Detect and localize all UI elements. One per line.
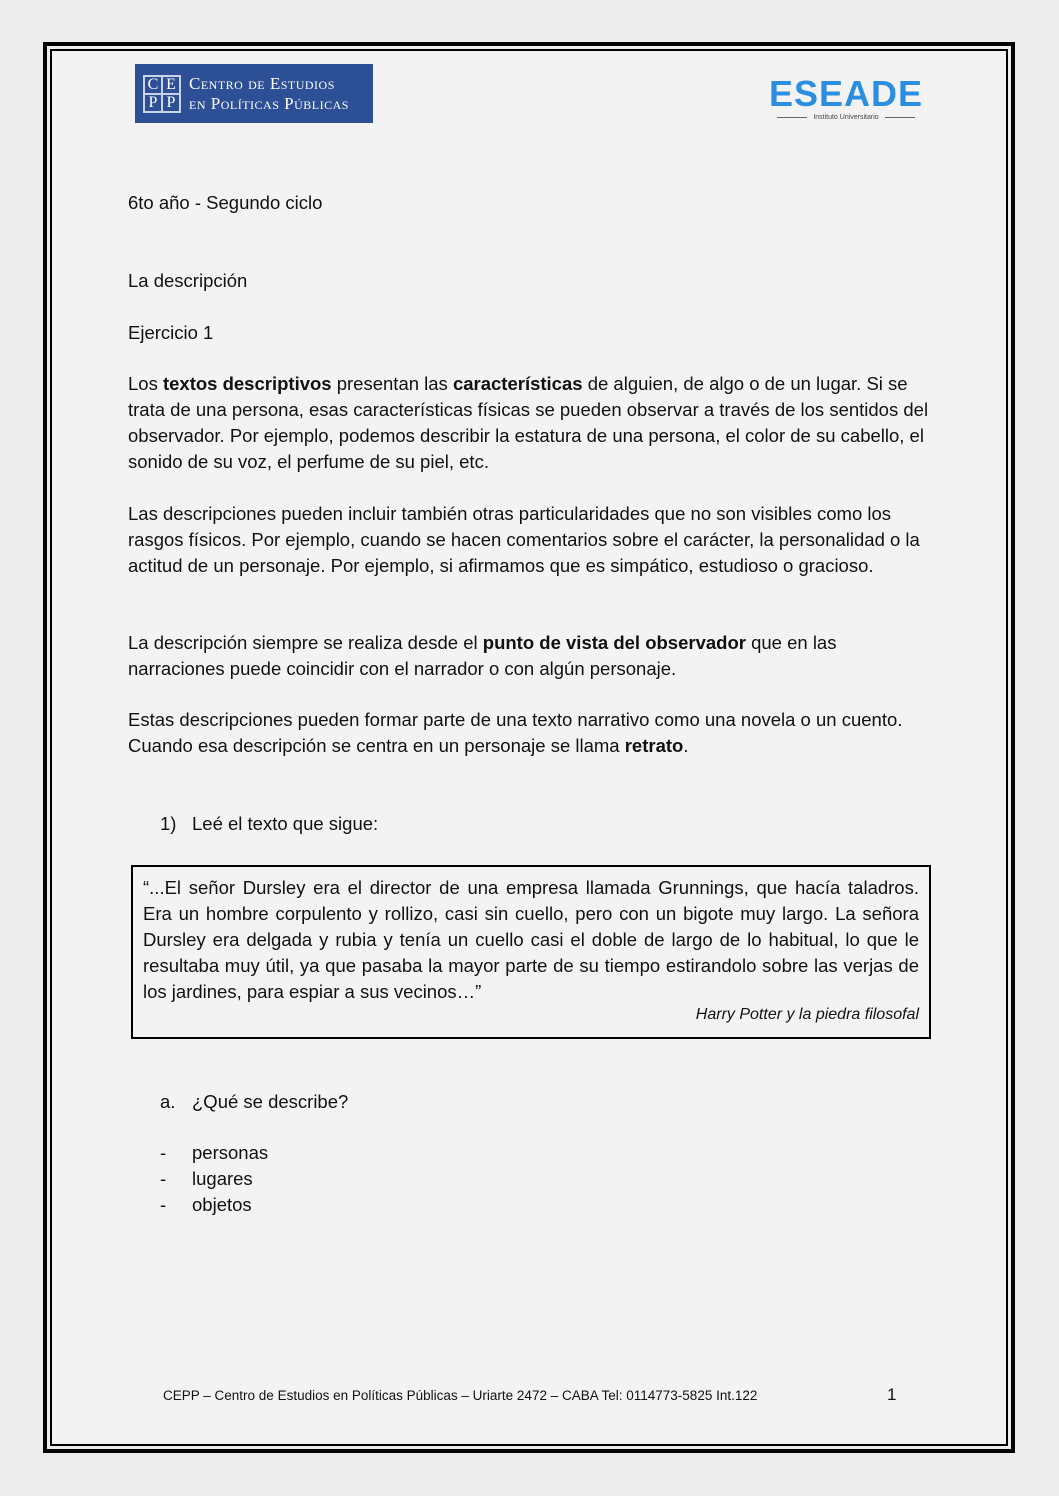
instruction-number: 1) bbox=[160, 813, 177, 834]
cepp-letter: P bbox=[162, 94, 180, 112]
cepp-logo bbox=[135, 64, 373, 123]
quote-text: “...El señor Dursley era el director de una empresa llamada Grunnings, que hacía taladros. Era un hombre corpulento y rollizo, casi sin cuello, pero con un bigote muy largo. La señora Dursley era delgada y rubia y tenía un cuello casi el doble de largo de lo habitual, lo que le resultaba muy útil, ya que pasaba la mayor parte de su tiempo estirandolo sobre las verjas de los jardines, para espiar a sus vecinos…” bbox=[143, 877, 919, 1002]
bold-term: textos descriptivos bbox=[162, 373, 332, 394]
option-lugares: lugares bbox=[192, 1168, 253, 1189]
option-dash: - bbox=[160, 1194, 167, 1215]
text-run: Los bbox=[128, 373, 163, 394]
cepp-logo-line1: Centro de Estudios bbox=[189, 73, 335, 93]
question-text: ¿Qué se describe? bbox=[192, 1091, 349, 1112]
text-run: Estas descripciones pueden formar parte de una texto narrativo como una novela o un cuento. Cuando esa descripción se centra en un personaje se llama bbox=[128, 709, 903, 756]
eseade-logo-sub-text: Instituto Universitario bbox=[813, 114, 879, 121]
question-letter: a. bbox=[160, 1091, 176, 1112]
bold-term: retrato bbox=[624, 735, 684, 756]
logo-rule bbox=[777, 117, 807, 118]
text-run: de alguien, de algo o de un lugar. Si se trata de una persona, esas características físicas se pueden observar a través de los sentidos del observador. Por ejemplo, podemos describir la estatura de una persona, el color de su cabello, el sonido de su voz, el perfume de su piel, etc. bbox=[128, 373, 929, 472]
text-run: . bbox=[683, 735, 689, 756]
option-dash: - bbox=[160, 1142, 167, 1163]
quote-source: Harry Potter y la piedra filosofal bbox=[695, 1006, 919, 1023]
text-run: La descripción siempre se realiza desde el bbox=[128, 632, 483, 653]
logo-rule bbox=[885, 117, 915, 118]
instruction-text: Leé el texto que sigue: bbox=[192, 813, 379, 834]
page-number: 1 bbox=[887, 1385, 897, 1404]
option-dash: - bbox=[160, 1168, 167, 1189]
cepp-letter: C bbox=[144, 76, 162, 94]
cepp-letter: P bbox=[144, 94, 162, 112]
eseade-logo-subtitle bbox=[768, 114, 924, 121]
topic-heading: La descripción bbox=[128, 270, 248, 291]
eseade-logo-word: ESEADE bbox=[768, 73, 924, 114]
paragraph-1 bbox=[128, 371, 933, 475]
footer-text: CEPP – Centro de Estudios en Políticas Públicas – Uriarte 2472 – CABA Tel: 0114773-5825 Int.122 bbox=[163, 1388, 758, 1403]
paragraph-2: Las descripciones pueden incluir también otras particularidades que no son visibles como los rasgos físicos. Por ejemplo, cuando se hacen comentarios sobre el carácter, la personalidad o la actitud de un personaje. Por ejemplo, si afirmamos que es simpático, estudioso o gracioso. bbox=[128, 503, 920, 576]
eseade-logo bbox=[768, 73, 924, 121]
option-objetos: objetos bbox=[192, 1194, 252, 1215]
cepp-logo-mark bbox=[143, 75, 181, 113]
cepp-logo-text bbox=[189, 74, 349, 114]
option-personas: personas bbox=[192, 1142, 269, 1163]
cepp-logo-line2: en Políticas Públicas bbox=[189, 93, 349, 113]
text-run: que en las narraciones puede coincidir con el narrador o con algún personaje. bbox=[128, 632, 837, 679]
quote-box bbox=[131, 865, 931, 1039]
paragraph-3 bbox=[128, 630, 933, 682]
text-run: presentan las bbox=[331, 373, 453, 394]
paragraph-4 bbox=[128, 707, 933, 759]
bold-term: características bbox=[452, 373, 583, 394]
bold-term: punto de vista del observador bbox=[482, 632, 746, 653]
grade-heading: 6to año - Segundo ciclo bbox=[128, 192, 323, 213]
cepp-letter: E bbox=[162, 76, 180, 94]
exercise-heading: Ejercicio 1 bbox=[128, 322, 214, 343]
